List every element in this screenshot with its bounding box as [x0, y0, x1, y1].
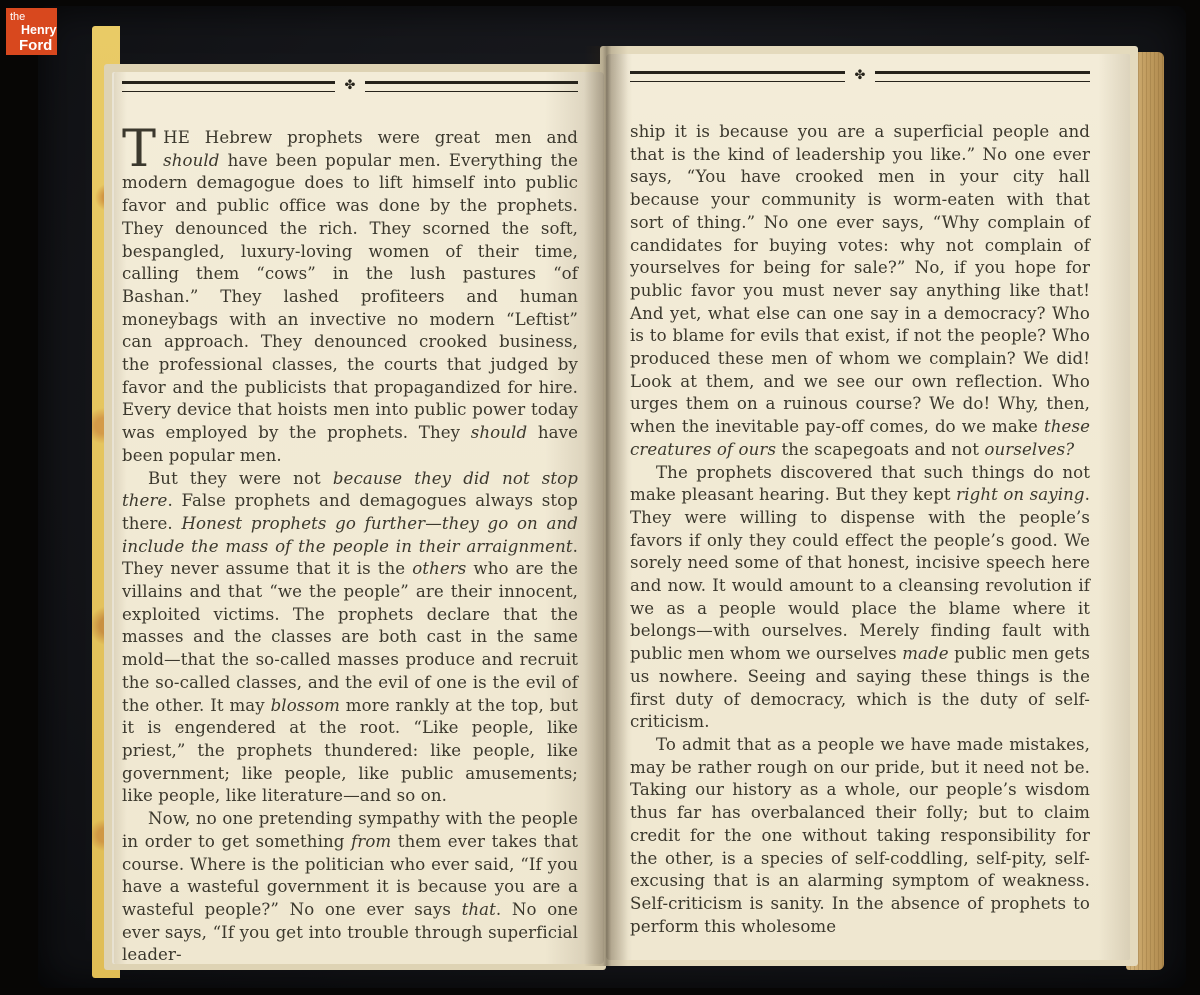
fleuron-icon: ✤	[854, 68, 866, 83]
left-body-copy	[122, 120, 578, 964]
paragraph	[630, 462, 1090, 734]
paragraph	[630, 121, 1090, 462]
header-rule-ornament	[122, 80, 578, 93]
paragraph-text: The prophets discovered that such things do not make pleasant hearing. But they kept right on saying. They were willing to dispense with the people’s favors if only they could effect the people’s good. We sorely need some of that honest, incisive speech here and now. It would amount to a cleansing revolution if we as a people would place the blame where it belongs—with ourselves. Merely finding fault with public men whom we ourselves made public men gets us nowhere. Seeing and saying these things is the first duty of democracy, which is the duty of self-criticism.	[630, 462, 1091, 732]
header-rule-ornament	[630, 70, 1090, 83]
right-page-text-block	[630, 70, 1090, 938]
paragraph	[122, 120, 578, 468]
fleuron-icon: ✤	[344, 78, 356, 93]
paragraph-text: Now, no one pretending sympathy with the people in order to get something from them ever takes that course. Where is the politician who ever said, “If you have a wasteful government it is because you are a wasteful people?” No one ever says that. No one ever says, “If you get into trouble through superficial leader-	[122, 809, 578, 964]
henry-ford-logo	[6, 8, 57, 55]
rule-line	[875, 71, 1090, 82]
paragraph	[122, 468, 578, 809]
paragraph-text: ship it is because you are a superficial people and that is the kind of leadership you like.” No one ever says, “You have crooked men in your city hall because your community is worm-eaten with that sort of thing.” No one ever says, “Why complain of candidates for buying votes: why not complain of yourselves for being for sale?” No, if you hope for public favor you must never say anything like that! And yet, what else can one say in a democracy? Who is to blame for evils that exist, if not the people? Who produced these men of whom we complain? We did! Look at them, and we see our own reflection. Who urges them on a ruinous course? We do! Why, then, when the inevitable pay-off comes, do we make these creatures of ours the scapegoats and not ourselves?	[630, 122, 1090, 459]
logo-text-ford: Ford	[19, 36, 53, 54]
rule-line	[122, 81, 335, 92]
paragraph	[122, 808, 578, 964]
rule-line	[365, 81, 578, 92]
paragraph-text: To admit that as a people we have made mistakes, may be rather rough on our pride, but it need not be. Taking our history as a whole, our people’s wisdom thus far has overbalanced their folly; but to claim credit for the one without taking responsibility for the other, is a species of self-coddling, self-pity, self-excusing that is an alarming symptom of weakness. Self-criticism is sanity. In the absence of prophets to perform this wholesome	[630, 734, 1090, 936]
left-page-text-block	[122, 80, 578, 964]
paragraph	[630, 734, 1090, 938]
logo-text-henry: Henry	[21, 23, 57, 37]
paragraph-text: HE Hebrew prophets were great men and should have been popular men. Everything the modern demagogue does to lift himself into public favor and public office was done by the prophets. They denounced the rich. They scorned the soft, bespangled, luxury-loving women of their time, calling them “cows” in the lush pastures “of Bashan.” They lashed profiteers and human moneybags with an invective no modern “Leftist” can approach. They denounced crooked business, the professional classes, the courts that judged by favor and the publicists that propagandized for hire. Every device that hoists men into public power today was employed by the prophets. They should have been popular men.	[122, 128, 578, 465]
drop-cap: T	[122, 120, 157, 179]
left-page	[112, 72, 604, 964]
logo-text-the: the	[10, 11, 26, 23]
paragraph-text: But they were not because they did not stop there. False prophets and demagogues always stop there. Honest prophets go further—they go on and include the mass of the people in their arraignment. They never assume that it is the others who are the villains and that “we the people” are their innocent, exploited victims. The prophets declare that the masses and the classes are both cast in the same mold—that the so-called masses produce and recruit the so-called classes, and the evil of one is the evil of the other. It may blossom more rankly at the top, but it is engendered at the root. “Like people, like priest,” the prophets thundered: like people, like government; like people, like public amusements; like people, like literature—and so on.	[122, 468, 578, 806]
rule-line	[630, 71, 845, 82]
right-page	[606, 54, 1130, 960]
right-body-copy	[630, 121, 1090, 938]
